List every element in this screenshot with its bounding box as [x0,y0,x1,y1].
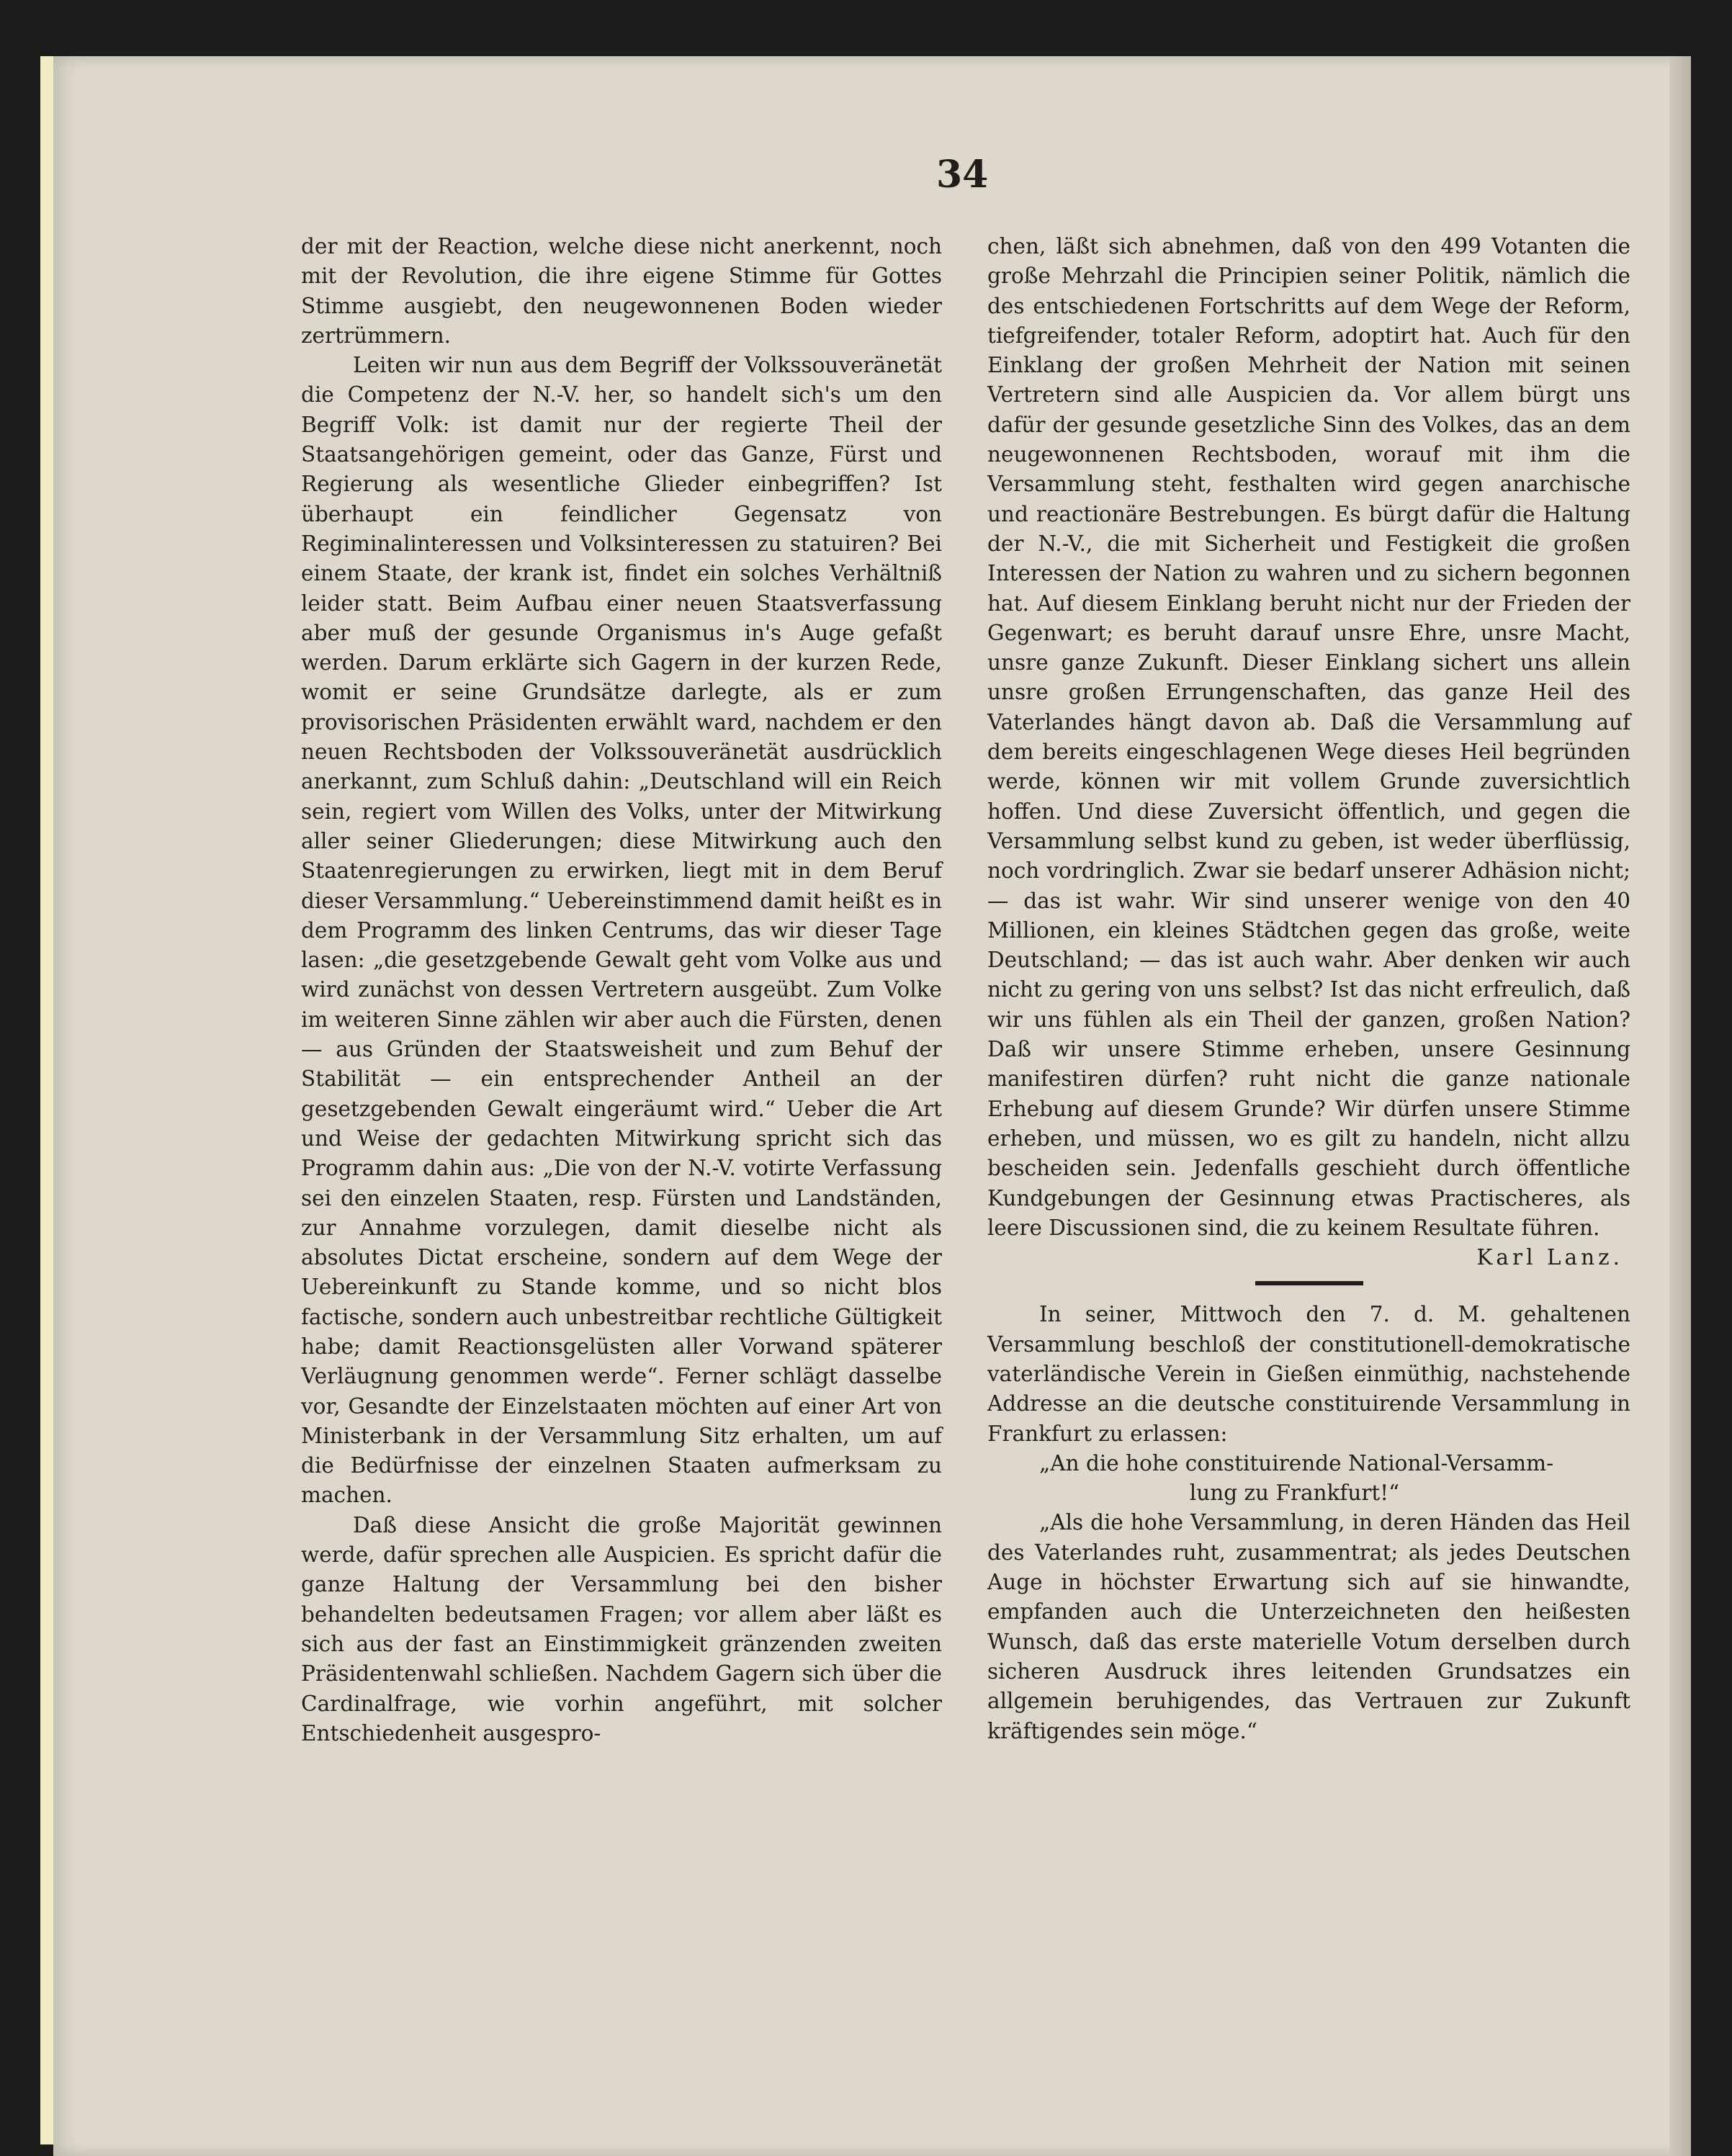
address-title-line-1: „An die hohe constituirende National-Versamm- [1039,1450,1554,1475]
address-title-line-2: lung zu Frankfurt!“ [1189,1481,1400,1506]
left-paragraph-1: der mit der Reaction, welche diese nicht anerkennt, noch mit der Revolution, die ihre eigene Stimme für Gottes Stimme ausgiebt, den neugewonnenen Boden wieder zertrümmern. [301,234,942,348]
right-paragraph-2: In seiner, Mittwoch den 7. d. M. gehaltenen Versammlung beschloß der constitutionell-demokratische vaterländische Verein in Gießen einmüthig, nachstehende Addresse an die deutsche constituirende Versammlung in Frankfurt zu erlassen: [987,1302,1630,1446]
signature-line [987,1243,1630,1272]
page-right-edge [1669,56,1691,2156]
left-paragraph-2: Leiten wir nun aus dem Begriff der Volkssouveränetät die Competenz der N.-V. her, so handelt sich's um den Begriff Volk: ist damit nur der regierte Theil der Staatsangehörigen gemeint, oder das Ganze, Fürst und Regierung als wesentliche Glieder einbegriffen? Ist überhaupt ein feindlicher Gegensatz von Regiminalinteressen und Volksinteressen zu statuiren? Bei einem Staate, der krank ist, findet ein solches Verhältniß leider statt. Beim Aufbau einer neuen Staatsverfassung aber muß der gesunde Organismus in's Auge gefaßt werden. Darum erklärte sich Gagern in der kurzen Rede, womit er seine Grundsätze darlegte, als er zum provisorischen Präsidenten erwählt ward, nachdem er den neuen Rechtsboden der Volkssouveränetät ausdrücklich anerkannt, zum Schluß dahin: „Deutschland will ein Reich sein, regiert vom Willen des Volks, unter der Mitwirkung aller seiner Gliederungen; diese Mitwirkung auch den Staatenregierungen zu erwirken, liegt mit in dem Beruf dieser Versammlung.“ Uebereinstimmend damit heißt es in dem Programm des linken Centrums, das wir dieser Tage lasen: „die gesetzgebende Gewalt geht vom Volke aus und wird zunächst von dessen Vertretern ausgeübt. Zum Volke im weiteren Sinne zählen wir aber auch die Fürsten, denen — aus Gründen der Staatsweisheit und zum Behuf der Stabilität — ein entsprechender Antheil an der gesetzgebenden Gewalt eingeräumt wird.“ Ueber die Art und Weise der gedachten Mitwirkung spricht sich das Programm dahin aus: „Die von der N.-V. votirte Verfassung sei den einzelen Staaten, resp. Fürsten und Landständen, zur Annahme vorzulegen, damit dieselbe nicht als absolutes Dictat erscheine, sondern auf dem Wege der Uebereinkunft zu Stande komme, und so nicht blos factische, sondern auch unbestreitbar rechtliche Gültigkeit habe; damit Reactionsgelüsten aller Vorwand späterer Verläugnung genommen werde“. Ferner schlägt dasselbe vor, Gesandte der Einzelstaaten möchten auf einer Art von Ministerbank in der Versammlung Sitz erhalten, um auf die Bedürfnisse der einzelnen Staaten aufmerksam zu machen. [301,353,942,1508]
author-signature: Karl Lanz. [1476,1245,1623,1270]
address-body: „Als die hohe Versammlung, in deren Händen das Heil des Vaterlandes ruht, zusammentrat; als jedes Deutschen Auge in höchster Erwartung sich auf sie hinwandte, empfanden auch die Unterzeichneten den heißesten Wunsch, daß das erste materielle Votum derselben durch sicheren Ausdruck ihres leitenden Grundsatzes ein allgemein beruhigendes, das Vertrauen zur Zukunft kräftigendes sein möge.“ [987,1510,1630,1743]
bleed-through-masthead [374,108,1671,252]
right-column [987,232,1630,1746]
address-title [987,1449,1630,1509]
page-number: 34 [936,153,989,197]
left-paragraph-3: Daß diese Ansicht die große Majorität gewinnen werde, dafür sprechen alle Auspicien. Es spricht dafür die ganze Haltung der Versammlung bei den bisher behandelten bedeutsamen Fragen; vor allem aber läßt es sich aus der fast an Einstimmigkeit gränzenden zweiten Präsidentenwahl schließen. Nachdem Gagern sich über die Cardinalfrage, wie vorhin angeführt, mit solcher Entschiedenheit ausgespro- [301,1512,942,1746]
left-column [301,232,942,1748]
scan-edge-strip [40,56,53,2144]
right-paragraph-1: chen, läßt sich abnehmen, daß von den 499 Votanten die große Mehrzahl die Principien seiner Politik, nämlich die des entschiedenen Fortschritts auf dem Wege der Reform, tiefgreifender, totaler Reform, adoptirt hat. Auch für den Einklang der großen Mehrheit der Nation mit seinen Vertretern sind alle Auspicien da. Vor allem bürgt uns dafür der gesunde gesetzliche Sinn des Volkes, das an dem neugewonnenen Rechtsboden, worauf mit ihm die Versammlung steht, festhalten wird gegen anarchische und reactionäre Bestrebungen. Es bürgt dafür die Haltung der N.-V., die mit Sicherheit und Festigkeit die großen Interessen der Nation zu wahren und zu sichern begonnen hat. Auf diesem Einklang beruht nicht nur der Frieden der Gegenwart; es beruht darauf unsre Ehre, unsre Macht, unsre ganze Zukunft. Dieser Einklang sichert uns allein unsre großen Errungenschaften, das ganze Heil des Vaterlandes hängt davon ab. Daß die Versammlung auf dem bereits eingeschlagenen Wege dieses Heil begründen werde, können wir mit vollem Grunde zuversichtlich hoffen. Und diese Zuversicht öffentlich, und gegen die Versammlung selbst kund zu geben, ist weder überflüssig, noch vordringlich. Zwar sie bedarf unserer Adhäsion nicht; — das ist wahr. Wir sind unserer wenige von den 40 Millionen, ein kleines Städtchen gegen das große, weite Deutschland; — das ist auch wahr. Aber denken wir auch nicht zu gering von uns selbst? Ist das nicht erfreulich, daß wir uns fühlen als ein Theil der ganzen, großen Nation? Daß wir unsere Stimme erheben, unsere Gesinnung manifestiren dürfen? ruht nicht die ganze nationale Erhebung auf diesem Grunde? Wir dürfen unsere Stimme erheben, und müssen, wo es gilt zu handeln, nicht allzu bescheiden sein. Jedenfalls geschieht durch öffentliche Kundgebungen der Gesinnung etwas Practischeres, als leere Discussionen sind, die zu keinem Resultate führen. [987,234,1630,1240]
section-divider [1255,1281,1363,1285]
